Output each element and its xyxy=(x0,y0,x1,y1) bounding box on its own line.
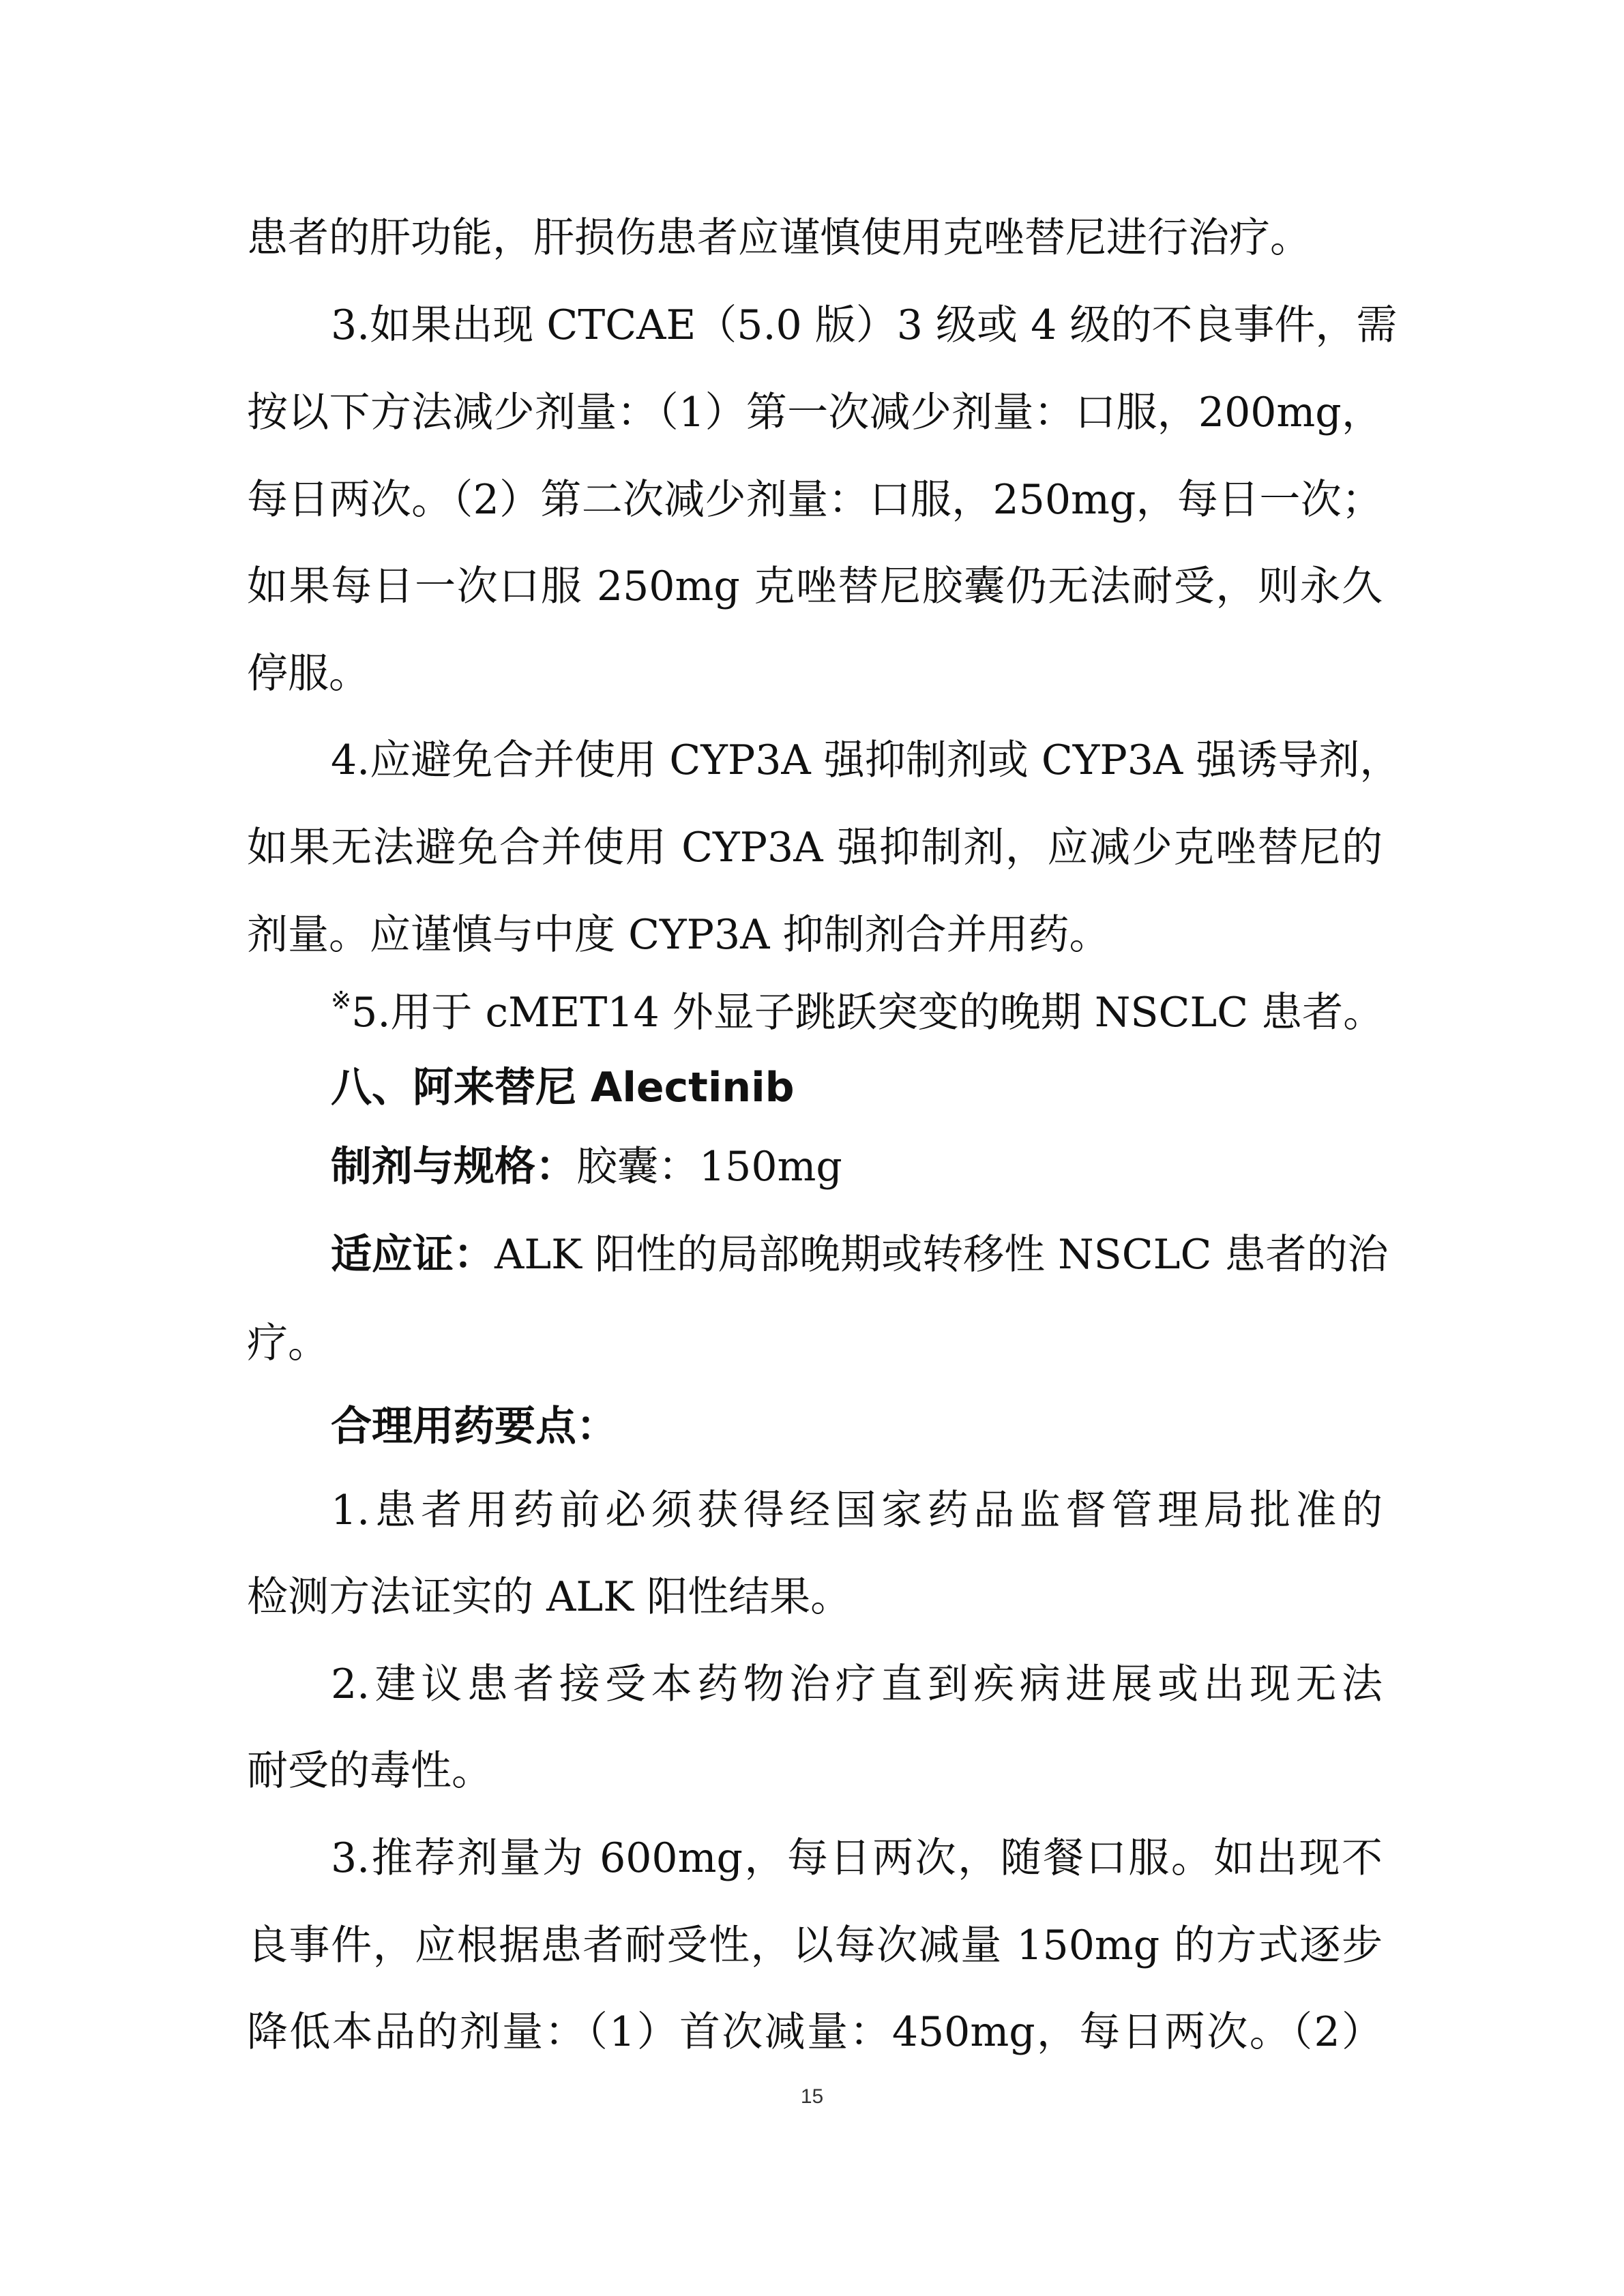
body-line: 按以下方法减少剂量：（1）第一次减少剂量：口服，200mg， xyxy=(247,389,1383,436)
indication-line xyxy=(331,1227,1389,1282)
body-line: 疗。 xyxy=(247,1320,329,1367)
formulation-line xyxy=(331,1139,1383,1194)
page-number: 15 xyxy=(800,2085,824,2108)
formulation-value: 胶囊：150mg xyxy=(576,1143,842,1191)
body-line: 耐受的毒性。 xyxy=(247,1747,492,1795)
body-line: 1.患者用药前必须获得经国家药品监督管理局批准的 xyxy=(331,1487,1383,1534)
note-line xyxy=(331,985,1383,1040)
body-line: 4.应避免合并使用 CYP3A 强抑制剂或 CYP3A 强诱导剂， xyxy=(331,736,1401,784)
body-line: 2.建议患者接受本药物治疗直到疾病进展或出现无法 xyxy=(331,1660,1383,1708)
body-line: 停服。 xyxy=(247,650,370,698)
body-line: 每日两次。（2）第二次减少剂量：口服，250mg，每日一次； xyxy=(247,476,1383,524)
body-line: 剂量。应谨慎与中度 CYP3A 抑制剂合并用药。 xyxy=(247,911,1110,959)
body-line: 3.如果出现 CTCAE（5.0 版）3 级或 4 级的不良事件，需 xyxy=(331,301,1398,349)
body-line: 检测方法证实的 ALK 阳性结果。 xyxy=(247,1573,852,1621)
formulation-label: 制剂与规格： xyxy=(331,1143,576,1191)
indication-label: 适应证： xyxy=(331,1231,494,1279)
body-line: 如果无法避免合并使用 CYP3A 强抑制剂，应减少克唑替尼的 xyxy=(247,824,1383,871)
body-line: 如果每日一次口服 250mg 克唑替尼胶囊仍无法耐受，则永久 xyxy=(247,563,1383,610)
section-heading: 合理用药要点： xyxy=(331,1403,617,1450)
body-line: 患者的肝功能，肝损伤患者应谨慎使用克唑替尼进行治疗。 xyxy=(247,214,1311,262)
drug-heading: 八、阿来替尼 Alectinib xyxy=(331,1064,795,1112)
note-text: 5.用于 cMET14 外显子跳跃突变的晚期 NSCLC 患者。 xyxy=(351,989,1385,1037)
note-mark: ※ xyxy=(331,987,352,1015)
body-line: 3.推荐剂量为 600mg，每日两次，随餐口服。如出现不 xyxy=(331,1834,1383,1882)
indication-value: ALK 阳性的局部晚期或转移性 NSCLC 患者的治 xyxy=(494,1231,1389,1279)
body-line: 降低本品的剂量：（1）首次减量：450mg，每日两次。（2） xyxy=(247,2008,1383,2056)
body-line: 良事件，应根据患者耐受性，以每次减量 150mg 的方式逐步 xyxy=(247,1922,1383,1969)
